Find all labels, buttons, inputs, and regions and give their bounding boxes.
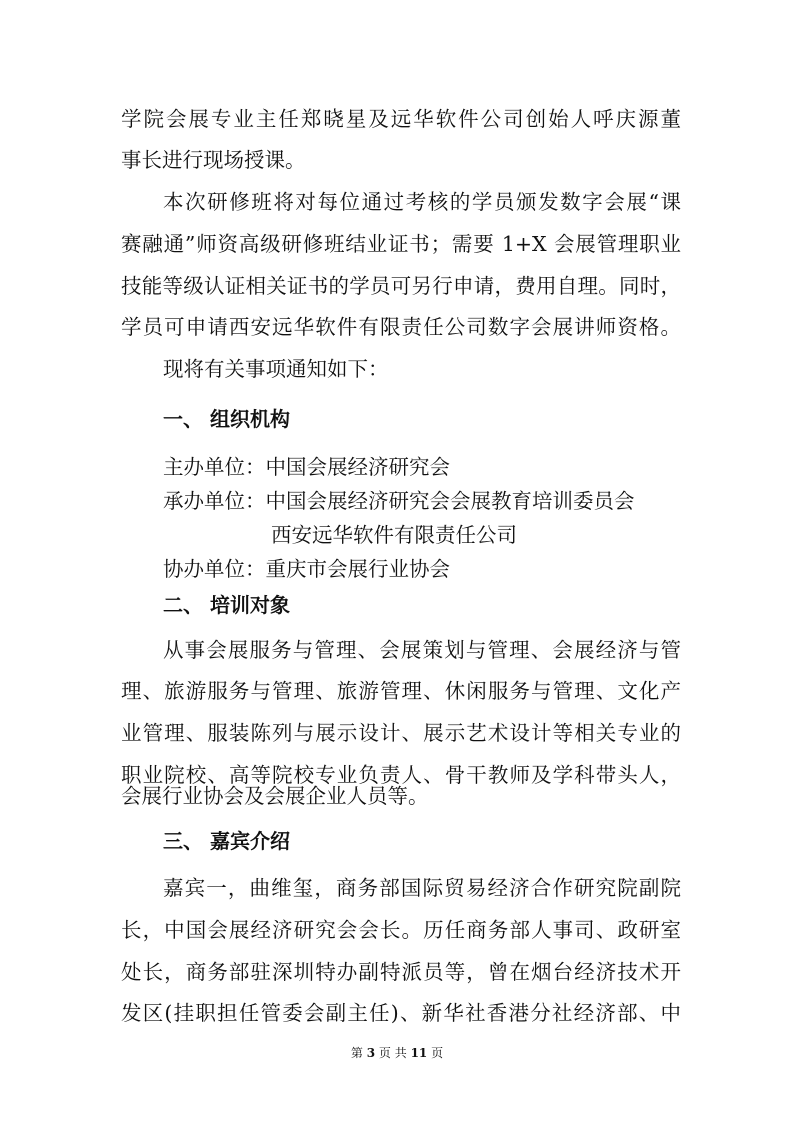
section-heading-guests: 三、 嘉宾介绍: [163, 829, 290, 853]
trainees-line-3: 业管理、服装陈列与展示设计、展示艺术设计等相关专业的: [121, 721, 681, 745]
trainees-line-4: 职业院校、高等院校专业负责人、骨干教师及学科带头人，: [121, 763, 681, 787]
trainees-line-5: 会展行业协会及会展企业人员等。: [121, 784, 429, 808]
footer-middle: 页 共: [378, 1046, 407, 1060]
co-organizer-unit: 协办单位：重庆市会展行业协会: [163, 557, 450, 581]
host-unit: 主办单位：中国会展经济研究会: [163, 455, 450, 479]
section-heading-organization: 一、 组织机构: [163, 407, 290, 431]
guests-line-3: 处长，商务部驻深圳特办副特派员等，曾在烟台经济技术开: [121, 960, 681, 984]
intro-line-1: 学院会展专业主任郑晓星及远华软件公司创始人呼庆源董: [121, 107, 681, 131]
intro-line-2: 事长进行现场授课。: [121, 148, 306, 172]
organizer-unit: 承办单位：中国会展经济研究会会展教育培训委员会: [163, 489, 635, 513]
trainees-line-2: 理、旅游服务与管理、旅游管理、休闲服务与管理、文化产: [121, 679, 681, 703]
guests-line-4: 发区(挂职担任管委会副主任)、新华社香港分社经济部、中: [121, 1001, 681, 1025]
section-heading-trainees: 二、 培训对象: [163, 593, 290, 617]
certificate-line-2: 赛融通”师资高级研修班结业证书；需要 1+X 会展管理职业: [121, 232, 681, 256]
certificate-line-1: 本次研修班将对每位通过考核的学员颁发数字会展“课: [163, 190, 681, 214]
footer-total-pages: 11: [410, 1046, 428, 1060]
notice-line: 现将有关事项通知如下：: [163, 357, 389, 381]
certificate-line-4: 学员可申请西安远华软件有限责任公司数字会展讲师资格。: [121, 315, 681, 339]
footer-page-number: 3: [366, 1046, 376, 1060]
page-footer: [0, 1044, 794, 1062]
trainees-line-1: 从事会展服务与管理、会展策划与管理、会展经济与管: [163, 638, 681, 662]
guests-line-1: 嘉宾一，曲维玺，商务部国际贸易经济合作研究院副院: [163, 876, 681, 900]
certificate-line-3: 技能等级认证相关证书的学员可另行申请，费用自理。同时，: [121, 274, 681, 298]
guests-line-2: 长，中国会展经济研究会会长。历任商务部人事司、政研室: [121, 918, 681, 942]
footer-prefix: 第: [350, 1046, 363, 1060]
organizer-unit-2: 西安远华软件有限责任公司: [271, 523, 517, 547]
footer-suffix: 页: [431, 1046, 444, 1060]
